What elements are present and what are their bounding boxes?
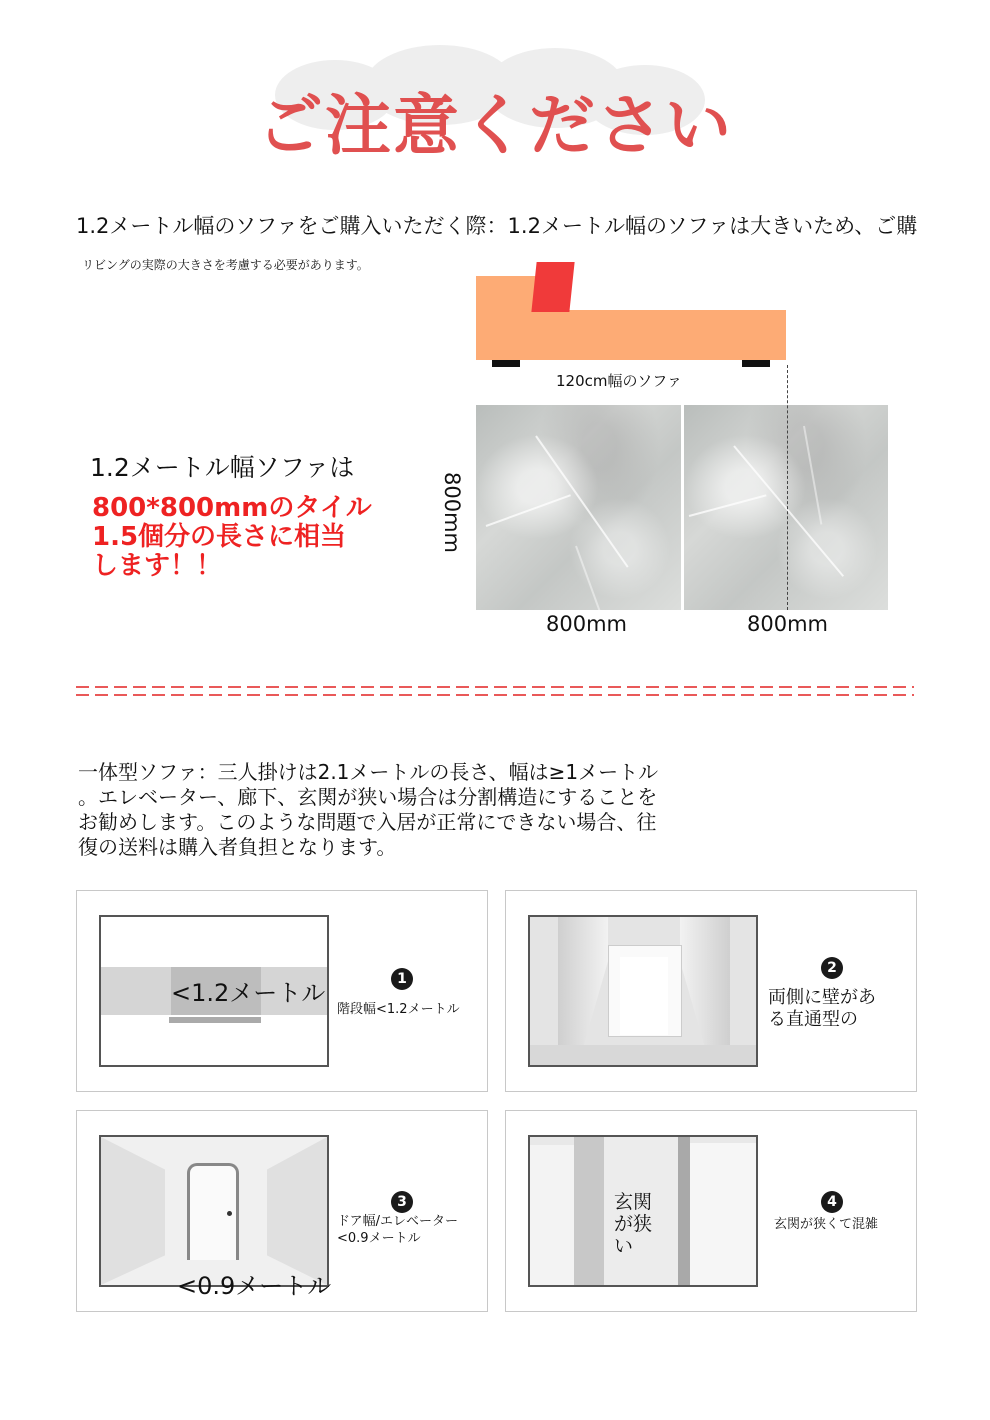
section-divider <box>76 686 914 700</box>
sofa-cushion <box>531 262 574 312</box>
door-knob <box>227 1211 232 1216</box>
description-line: 一体型ソファ：三人掛けは2.1メートルの長さ、幅は≥1メートル <box>78 760 659 784</box>
panel-caption-line: ドア幅/エレベーター <box>337 1214 458 1229</box>
tile-right <box>684 405 888 610</box>
panel-caption <box>337 1213 458 1247</box>
door-width-label: <0.9メートル <box>177 1272 332 1300</box>
panel-caption-line: る直通型の <box>768 1009 858 1030</box>
tile-width-label-right: 800mm <box>747 612 828 636</box>
number-badge-2: 2 <box>821 957 843 979</box>
sofa-leg-right <box>742 360 770 367</box>
entrance-label-line: 玄関 <box>614 1191 653 1213</box>
claim-line: 1.5個分の長さに相当 <box>92 522 347 552</box>
panel-caption: 玄関が狭くて混雑 <box>774 1217 879 1232</box>
corridor-scene <box>528 915 758 1067</box>
entrance-label <box>614 1191 652 1257</box>
panel-stairs <box>76 890 488 1092</box>
tile-height-label: 800mm <box>440 472 464 553</box>
stairs-width-label: <1.2メートル <box>171 979 326 1007</box>
sofa-illustration <box>476 262 788 370</box>
panel-door <box>76 1110 488 1312</box>
tile-width-label-left: 800mm <box>546 612 627 636</box>
sofa-caption: 120cm幅のソファ <box>556 372 682 390</box>
description-line: 復の送料は購入者負担となります。 <box>78 835 397 859</box>
panel-caption: 階段幅<1.2メートル <box>337 1002 460 1017</box>
intro-subtext: リビングの実際の大きさを考慮する必要があります。 <box>82 258 369 272</box>
entrance-label-line: が狭 <box>614 1213 653 1235</box>
number-badge-3: 3 <box>391 1191 413 1213</box>
description-line: お勧めします。このような問題で入居が正常にできない場合、往 <box>78 810 657 834</box>
panel-caption-line: 両側に壁があ <box>768 987 876 1008</box>
intro-text: 1.2メートル幅のソファをご購入いただく際：1.2メートル幅のソファは大きいため、ご購 <box>76 214 918 238</box>
claim-line: 800*800mmのタイル <box>92 493 372 523</box>
page-title: ご注意ください <box>257 87 733 164</box>
sofa-back-top <box>476 276 536 316</box>
sofa-leg-left <box>492 360 520 367</box>
tile-left <box>476 405 681 610</box>
panel-entrance <box>505 1110 917 1312</box>
sofa-claim-red <box>92 494 372 581</box>
entrance-label-line: い <box>614 1235 634 1257</box>
sofa-claim-heading: 1.2メートル幅ソファは <box>90 453 355 482</box>
panel-corridor <box>505 890 917 1092</box>
claim-line: します！！ <box>92 551 223 581</box>
description <box>78 760 758 860</box>
entrance-scene <box>528 1135 758 1287</box>
panel-caption-line: <0.9メートル <box>337 1231 421 1246</box>
sofa-edge-guide <box>787 365 788 610</box>
panel-caption <box>768 987 876 1031</box>
door-scene <box>99 1135 329 1287</box>
number-badge-4: 4 <box>821 1191 843 1213</box>
number-badge-1: 1 <box>391 968 413 990</box>
stairs-scene <box>99 915 329 1067</box>
sofa-seat <box>476 310 786 360</box>
description-line: 。エレベーター、廊下、玄関が狭い場合は分割構造にすることを <box>78 785 658 809</box>
